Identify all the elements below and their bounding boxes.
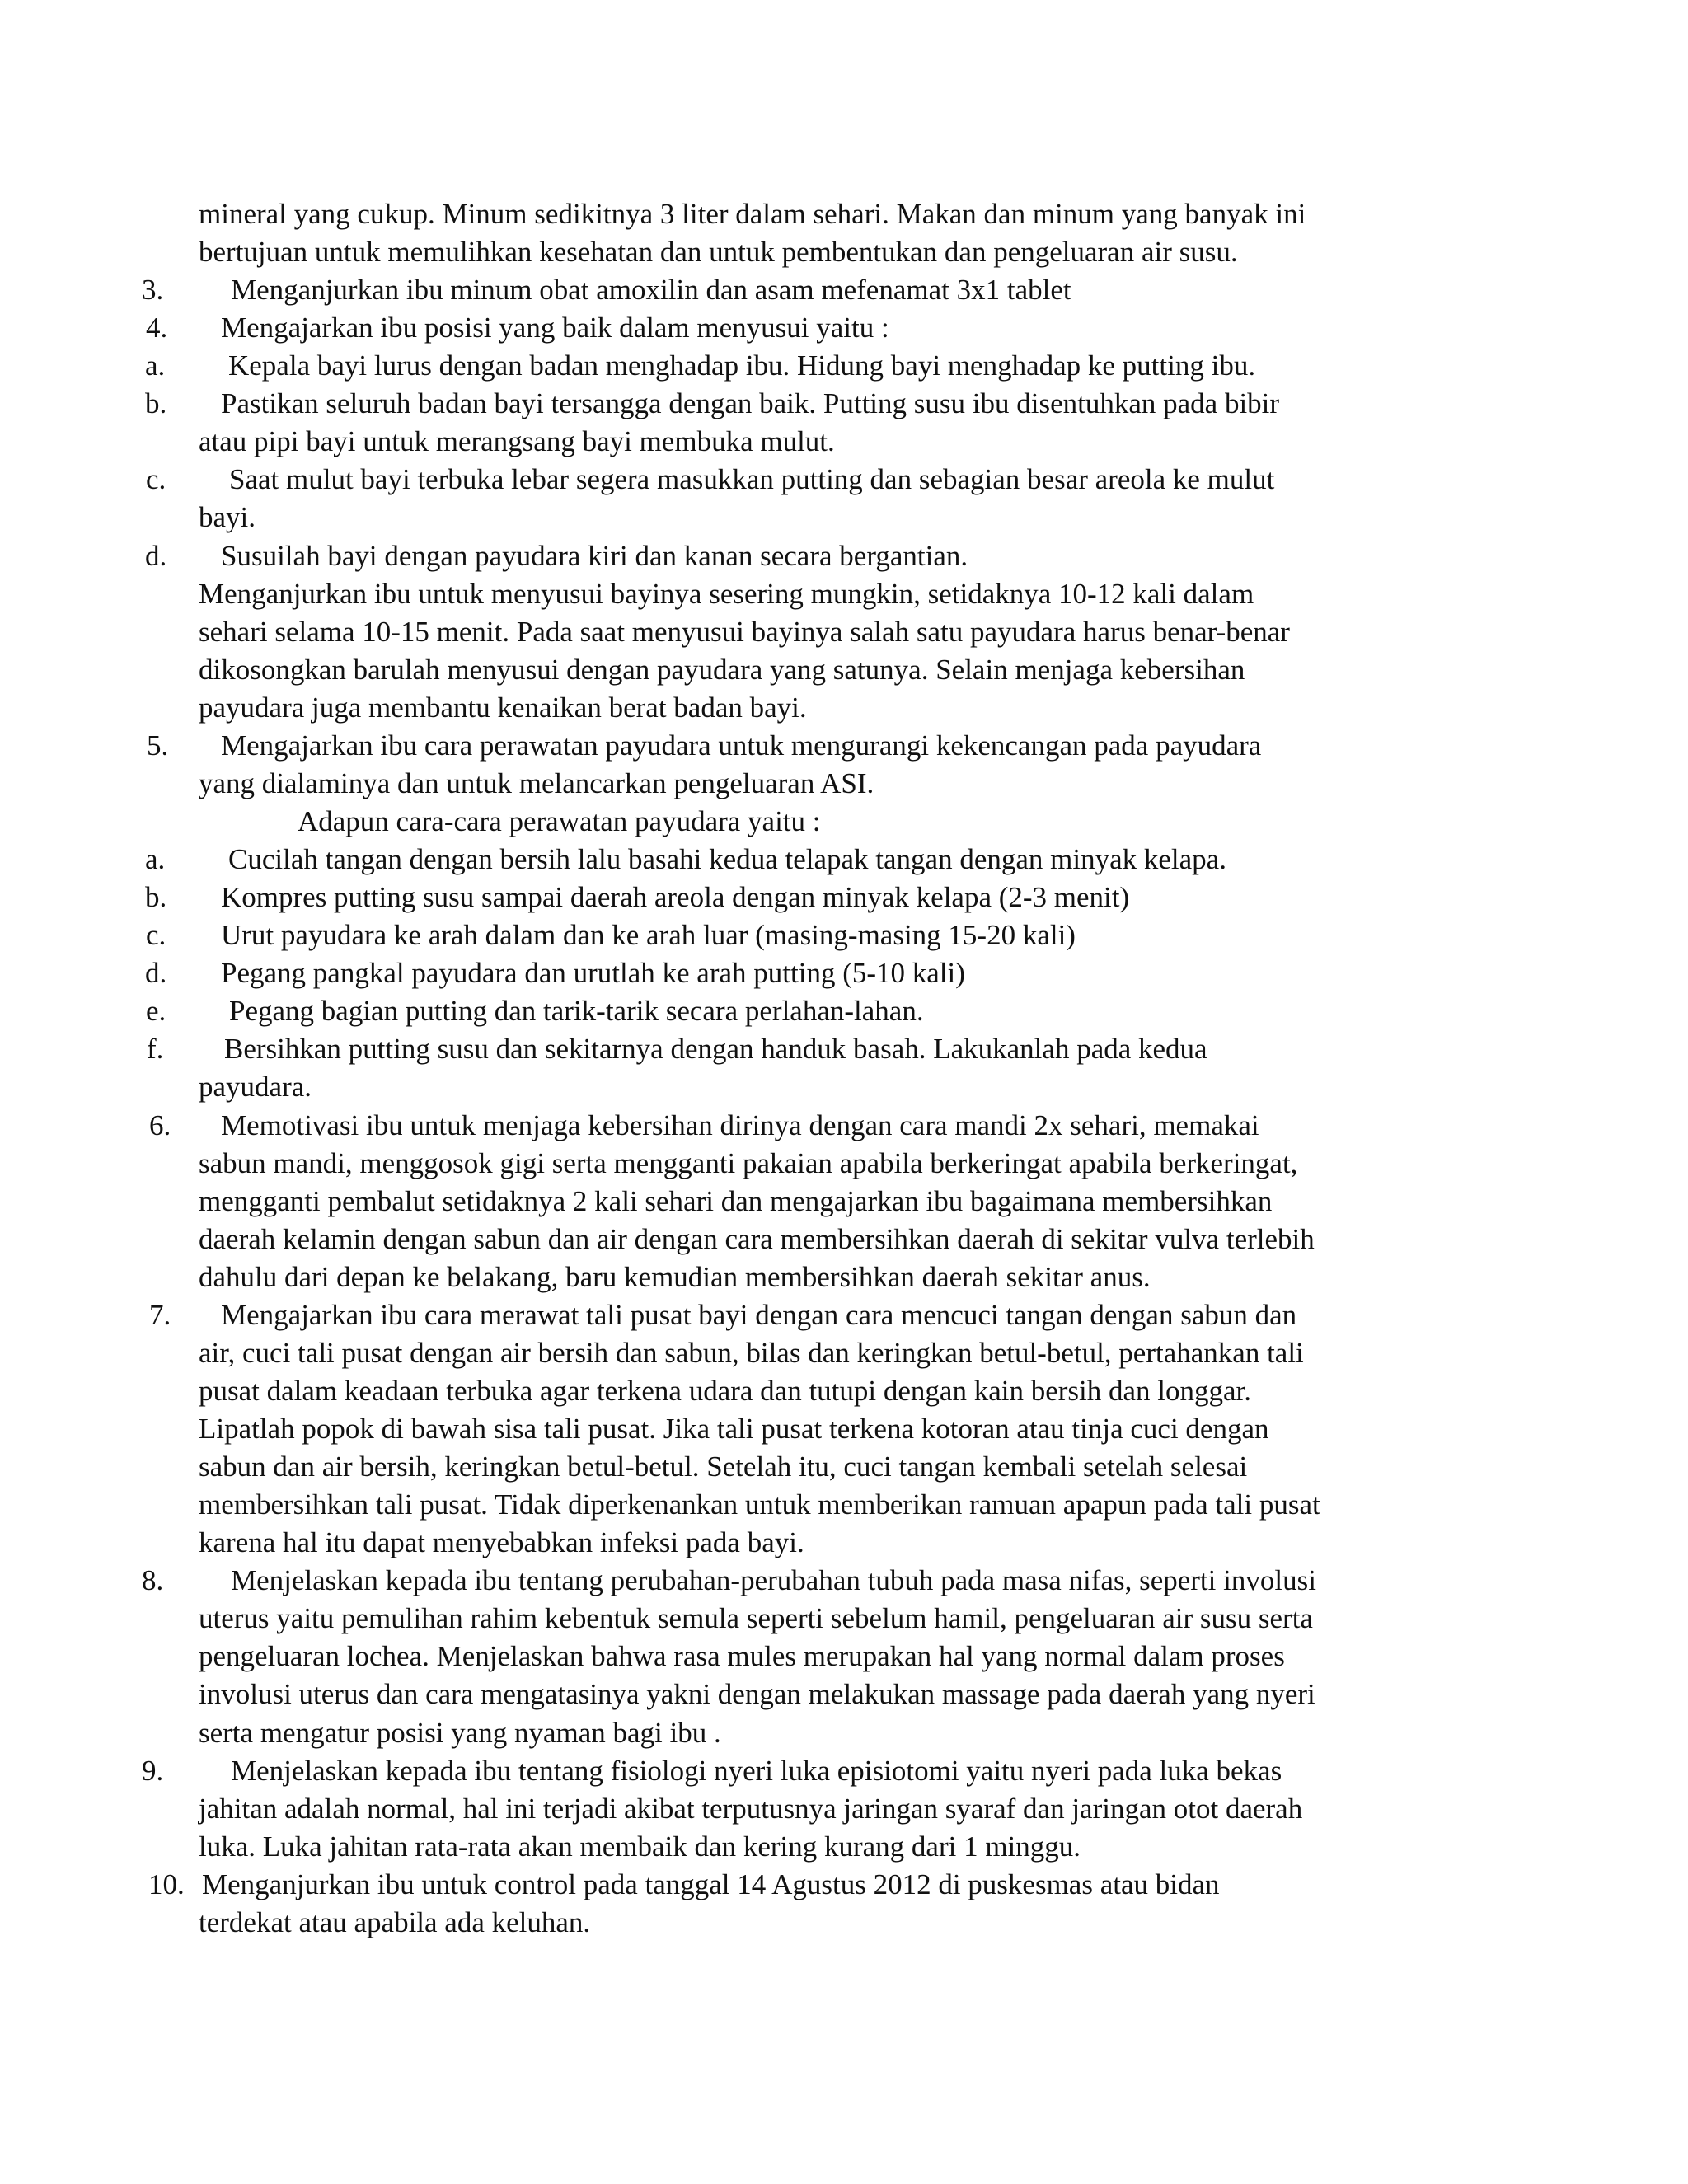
text-line: luka. Luka jahitan rata-rata akan membaik dan kering kurang dari 1 minggu. (199, 1830, 1081, 1863)
list-marker: b. (145, 387, 167, 419)
list-text: Cucilah tangan dengan bersih lalu basahi kedua telapak tangan dengan minyak kelapa. (228, 843, 1226, 875)
text-line: bayi. (199, 501, 256, 533)
list-text: Mengajarkan ibu posisi yang baik dalam menyusui yaitu : (221, 312, 889, 344)
list-text: Kepala bayi lurus dengan badan menghadap ibu. Hidung bayi menghadap ke putting ibu. (228, 349, 1256, 382)
list-marker: a. (145, 349, 166, 382)
list-text: Kompres putting susu sampai daerah areola dengan minyak kelapa (2-3 menit) (221, 881, 1130, 913)
text-line: uterus yaitu pemulihan rahim kebentuk semula seperti sebelum hamil, pengeluaran air susu serta (199, 1602, 1313, 1634)
text-line: sehari selama 10-15 menit. Pada saat menyusui bayinya salah satu payudara harus benar-benar (199, 616, 1290, 648)
list-marker: a. (145, 843, 166, 875)
list-marker: e. (146, 995, 166, 1027)
text-line: pengeluaran lochea. Menjelaskan bahwa rasa mules merupakan hal yang normal dalam proses (199, 1640, 1285, 1672)
list-marker: 4. (146, 312, 168, 344)
text-line: atau pipi bayi untuk merangsang bayi membuka mulut. (199, 425, 835, 457)
list-text: Mengajarkan ibu cara merawat tali pusat bayi dengan cara mencuci tangan dengan sabun dan (221, 1299, 1297, 1331)
list-marker: 8. (142, 1564, 164, 1596)
text-line: Adapun cara-cara perawatan payudara yaitu : (298, 805, 821, 837)
list-marker: d. (145, 957, 167, 989)
text-line: payudara juga membantu kenaikan berat badan bayi. (199, 691, 807, 724)
text-line: dikosongkan barulah menyusui dengan payudara yang satunya. Selain menjaga kebersihan (199, 654, 1245, 686)
list-marker: 6. (149, 1109, 171, 1141)
text-line: payudara. (199, 1071, 312, 1103)
text-line: air, cuci tali pusat dengan air bersih dan sabun, bilas dan keringkan betul-betul, pertahankan tali (199, 1337, 1304, 1369)
list-text: Menjelaskan kepada ibu tentang perubahan-perubahan tubuh pada masa nifas, seperti involusi (231, 1564, 1316, 1596)
text-line: mengganti pembalut setidaknya 2 kali sehari dan mengajarkan ibu bagaimana membersihkan (199, 1185, 1273, 1217)
text-line: sabun dan air bersih, keringkan betul-betul. Setelah itu, cuci tangan kembali setelah selesai (199, 1451, 1248, 1483)
list-marker: c. (146, 919, 166, 951)
text-line: pusat dalam keadaan terbuka agar terkena udara dan tutupi dengan kain bersih dan longgar. (199, 1375, 1252, 1407)
text-line: terdekat atau apabila ada keluhan. (199, 1906, 591, 1938)
list-text: Urut payudara ke arah dalam dan ke arah luar (masing-masing 15-20 kali) (221, 919, 1076, 951)
list-text: Pastikan seluruh badan bayi tersangga dengan baik. Putting susu ibu disentuhkan pada bibir (221, 387, 1280, 419)
text-line: Menganjurkan ibu untuk menyusui bayinya sesering mungkin, setidaknya 10-12 kali dalam (199, 578, 1254, 610)
list-marker: f. (147, 1033, 164, 1065)
list-marker: b. (145, 881, 167, 913)
list-text: Pegang pangkal payudara dan urutlah ke arah putting (5-10 kali) (221, 957, 965, 989)
list-text: Pegang bagian putting dan tarik-tarik secara perlahan-lahan. (229, 995, 924, 1027)
list-marker: c. (146, 463, 166, 495)
list-text: Menjelaskan kepada ibu tentang fisiologi nyeri luka episiotomi yaitu nyeri pada luka bekas (231, 1755, 1282, 1787)
list-marker: 9. (142, 1755, 164, 1787)
list-marker: 3. (142, 274, 164, 306)
list-text: Menganjurkan ibu minum obat amoxilin dan asam mefenamat 3x1 tablet (231, 274, 1071, 306)
text-line: membersihkan tali pusat. Tidak diperkenankan untuk memberikan ramuan apapun pada tali pusat (199, 1488, 1320, 1521)
list-marker: 10. (148, 1868, 185, 1900)
text-line: Lipatlah popok di bawah sisa tali pusat. Jika tali pusat terkena kotoran atau tinja cuci dengan (199, 1413, 1269, 1445)
text-line: dahulu dari depan ke belakang, baru kemudian membersihkan daerah sekitar anus. (199, 1261, 1151, 1293)
text-line: karena hal itu dapat menyebabkan infeksi pada bayi. (199, 1526, 804, 1558)
text-line: bertujuan untuk memulihkan kesehatan dan untuk pembentukan dan pengeluaran air susu. (199, 236, 1238, 268)
list-text: Saat mulut bayi terbuka lebar segera masukkan putting dan sebagian besar areola ke mulut (229, 463, 1275, 495)
list-marker: d. (145, 540, 167, 572)
text-line: mineral yang cukup. Minum sedikitnya 3 liter dalam sehari. Makan dan minum yang banyak ini (199, 198, 1306, 230)
list-text: Menganjurkan ibu untuk control pada tanggal 14 Agustus 2012 di puskesmas atau bidan (202, 1868, 1220, 1900)
text-line: yang dialaminya dan untuk melancarkan pengeluaran ASI. (199, 767, 874, 799)
text-line: daerah kelamin dengan sabun dan air dengan cara membersihkan daerah di sekitar vulva terlebih (199, 1223, 1315, 1255)
list-text: Memotivasi ibu untuk menjaga kebersihan dirinya dengan cara mandi 2x sehari, memakai (221, 1109, 1259, 1141)
list-marker: 7. (149, 1299, 171, 1331)
list-text: Mengajarkan ibu cara perawatan payudara untuk mengurangi kekencangan pada payudara (221, 729, 1262, 762)
list-marker: 5. (147, 729, 169, 762)
list-text: Bersihkan putting susu dan sekitarnya dengan handuk basah. Lakukanlah pada kedua (224, 1033, 1207, 1065)
text-line: sabun mandi, menggosok gigi serta mengganti pakaian apabila berkeringat apabila berkeringat, (199, 1147, 1298, 1179)
text-line: serta mengatur posisi yang nyaman bagi ibu . (199, 1717, 721, 1749)
text-line: involusi uterus dan cara mengatasinya yakni dengan melakukan massage pada daerah yang nyeri (199, 1678, 1315, 1710)
list-text: Susuilah bayi dengan payudara kiri dan kanan secara bergantian. (221, 540, 968, 572)
text-line: jahitan adalah normal, hal ini terjadi akibat terputusnya jaringan syaraf dan jaringan otot daerah (199, 1793, 1303, 1825)
